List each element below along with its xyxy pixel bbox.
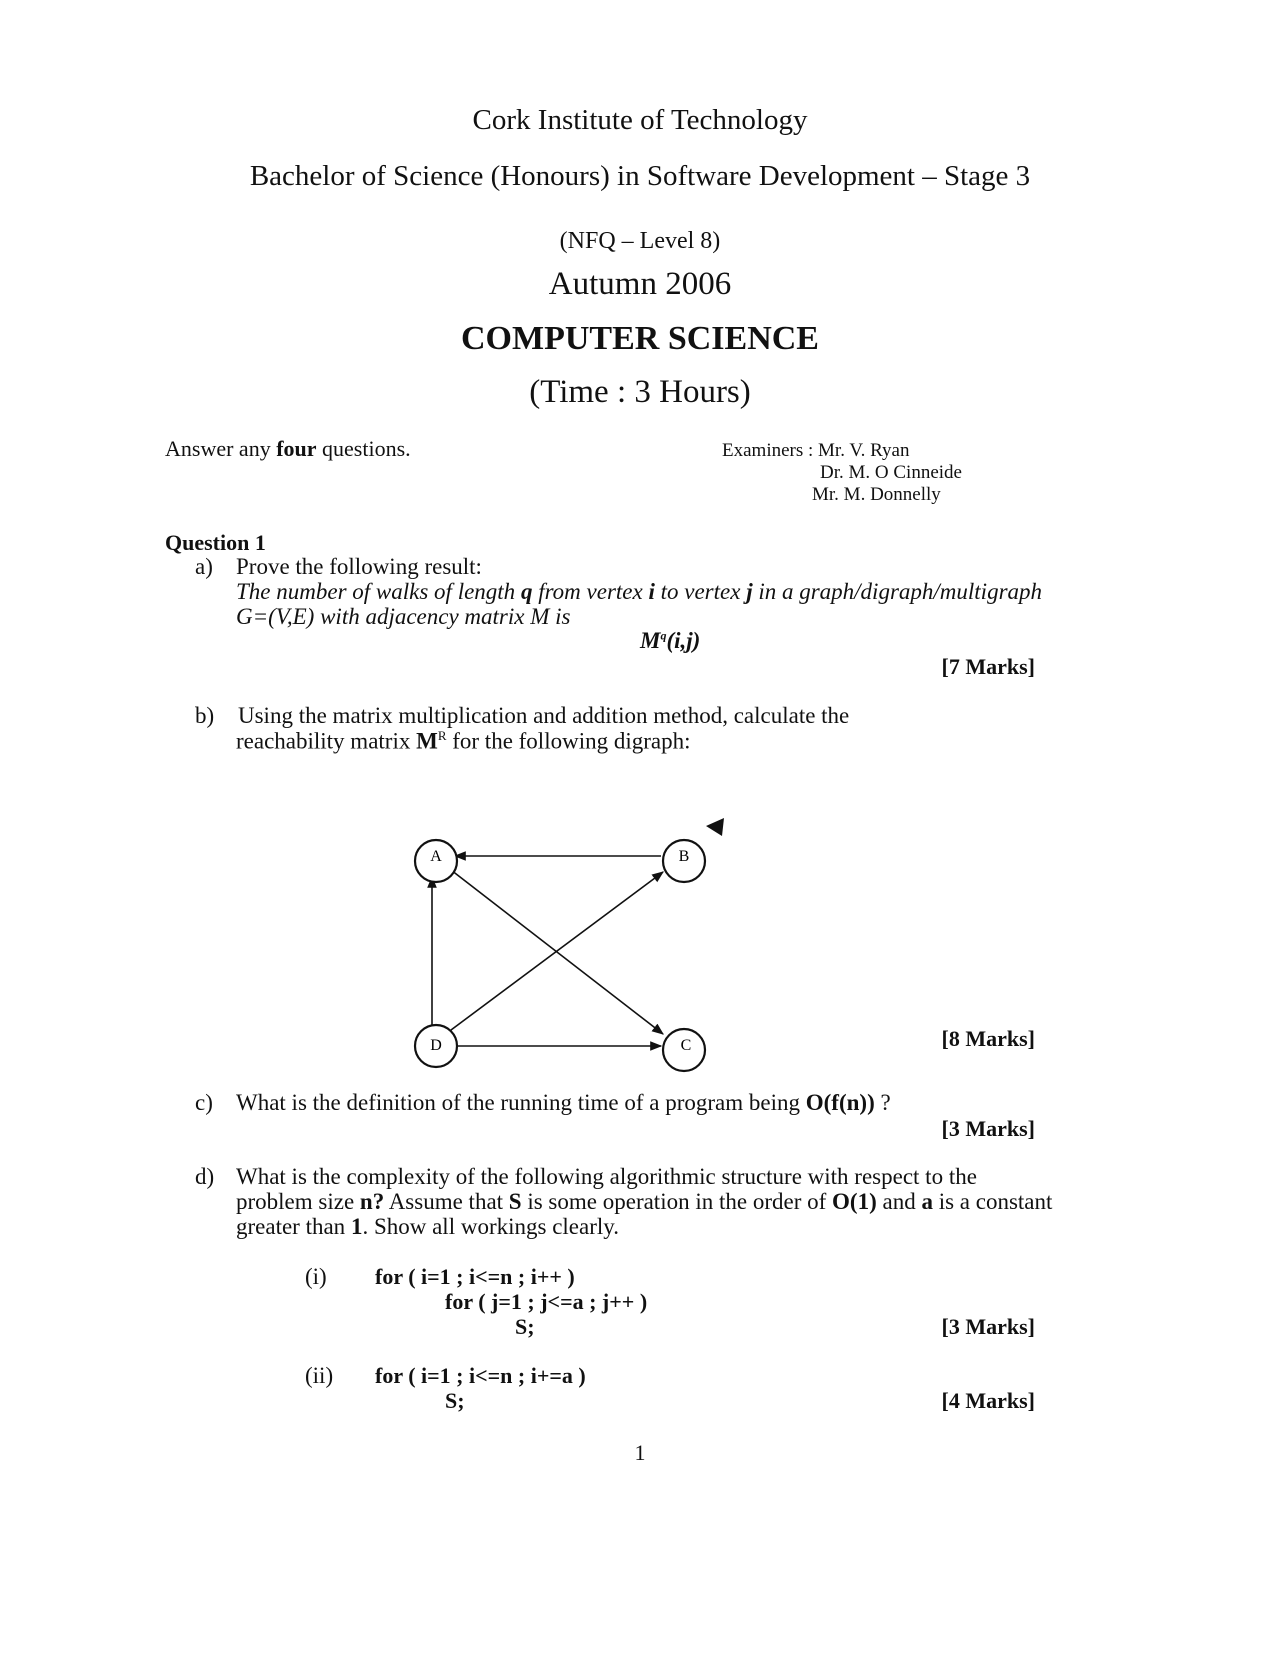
part-c-marks: [3 Marks]: [941, 1116, 1035, 1141]
programme-title: Bachelor of Science (Honours) in Software Development – Stage 3: [249, 160, 1031, 192]
node-label: A: [430, 848, 442, 865]
part-b-line2: reachability matrix $M^R$ for the following digraph:: [236, 728, 691, 754]
node-label: B: [678, 848, 690, 865]
stray-arrowhead: [706, 818, 724, 836]
part-d-line1: What is the complexity of the following algorithmic structure with respect to the: [236, 1164, 977, 1189]
part-c-text: What is the definition of the running time of a program being O(f(n)) ?: [236, 1090, 891, 1115]
part-a-formula: $M^q(i,j)$: [640, 628, 701, 653]
edge-d-to-b: [451, 872, 663, 1030]
part-c-label: c): [195, 1090, 213, 1115]
part-b-marks: [8 Marks]: [941, 1026, 1035, 1051]
question-title: Question 1: [165, 530, 266, 555]
part-a-label: a): [195, 554, 213, 579]
code-line: for ( i=1 ; i<=n ; i+=a ): [375, 1363, 586, 1388]
code-line: S;: [445, 1388, 465, 1413]
nfq-level: (NFQ – Level 8): [559, 228, 721, 254]
part-d-line3: greater than 1. Show all workings clearly.: [236, 1214, 620, 1239]
part-d-ii-marks: [4 Marks]: [941, 1388, 1035, 1413]
code-line: for ( j=1 ; j<=a ; j++ ): [445, 1289, 648, 1314]
institute-name: Cork Institute of Technology: [472, 104, 808, 136]
part-a-marks: [7 Marks]: [941, 654, 1035, 679]
part-d-ii-label: (ii): [305, 1363, 334, 1388]
exam-duration: (Time : 3 Hours): [529, 374, 751, 410]
node-label: D: [430, 1037, 442, 1054]
page-number: 1: [634, 1440, 646, 1465]
subject-title: COMPUTER SCIENCE: [461, 320, 819, 357]
code-line: S;: [515, 1314, 535, 1339]
part-d-i-marks: [3 Marks]: [941, 1314, 1035, 1339]
part-a-text: Prove the following result:: [236, 554, 482, 579]
part-d-line2: problem size n? Assume that S is some operation in the order of O(1) and a is a constant: [236, 1189, 1053, 1214]
exam-session: Autumn 2006: [548, 266, 732, 302]
node-label: C: [680, 1037, 692, 1054]
part-a-statement: The number of walks of length q from vertex i to vertex j in a graph/digraph/multigraph: [236, 579, 1043, 604]
edge-a-to-c: [451, 870, 663, 1034]
examiners-label: Examiners : Mr. V. Ryan: [722, 440, 910, 461]
code-line: for ( i=1 ; i<=n ; i++ ): [375, 1264, 575, 1289]
part-a-statement-line2: G=(V,E) with adjacency matrix M is: [236, 604, 571, 629]
examiner-name: Dr. M. O Cinneide: [820, 462, 962, 483]
examiner-name: Mr. M. Donnelly: [812, 484, 941, 505]
part-b-line1: Using the matrix multiplication and addition method, calculate the: [238, 703, 850, 728]
part-b-label: b): [195, 703, 215, 728]
part-d-label: d): [195, 1164, 215, 1189]
part-d-i-label: (i): [305, 1264, 327, 1289]
instructions: Answer any four questions.: [165, 436, 411, 461]
